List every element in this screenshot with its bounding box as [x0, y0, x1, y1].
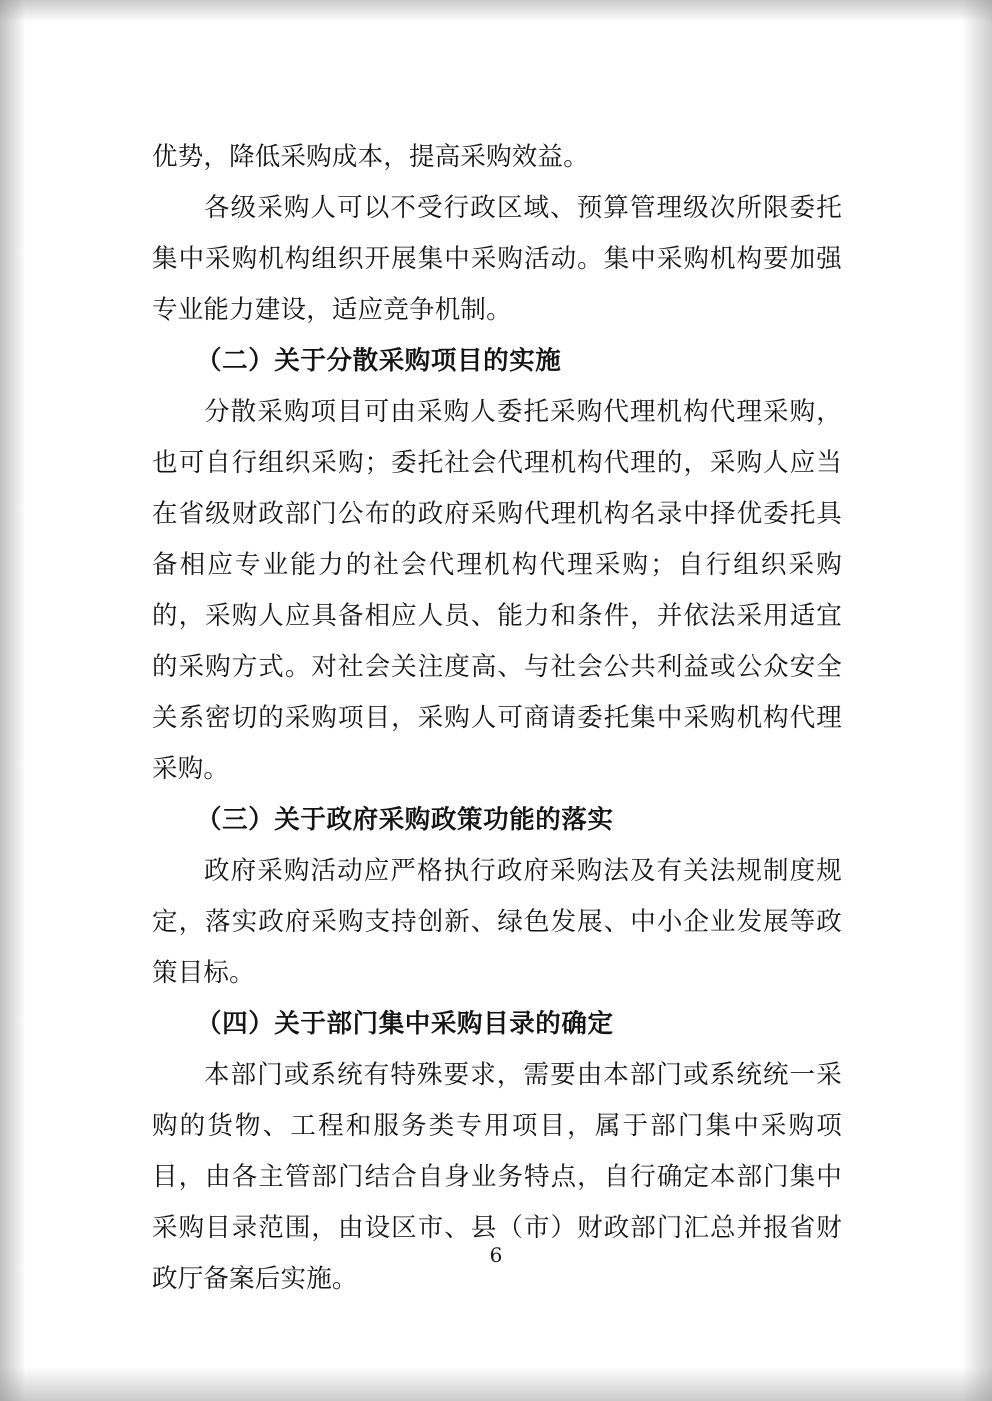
scan-shadow-top	[0, 0, 992, 22]
paragraph-centralized-agency: 各级采购人可以不受行政区域、预算管理级次所限委托集中采购机构组织开展集中采购活动。集中采购机构要加强专业能力建设，适应竞争机制。	[152, 193, 842, 325]
page-number: 6	[489, 1243, 503, 1267]
scan-shadow-left	[0, 0, 26, 1401]
document-body	[152, 132, 842, 1305]
scan-shadow-bottom	[0, 1367, 992, 1401]
scan-shadow-right	[962, 0, 992, 1401]
paragraph-policy-function: 政府采购活动应严格执行政府采购法及有关法规制度规定，落实政府采购支持创新、绿色发展、中小企业发展等政策目标。	[152, 856, 842, 988]
paragraph-continued: 优势，降低采购成本，提高采购效益。	[152, 142, 589, 172]
section-heading-two: （二）关于分散采购项目的实施	[196, 346, 562, 376]
section-heading-four: （四）关于部门集中采购目录的确定	[196, 1009, 614, 1039]
paragraph-decentralized-procurement: 分散采购项目可由采购人委托采购代理机构代理采购，也可自行组织采购；委托社会代理机构代理的，采购人应当在省级财政部门公布的政府采购代理机构名录中择优委托具备相应专业能力的社会代理机构代理采购；自行组织采购的，采购人应具备相应人员、能力和条件，并依法采用适宜的采购方式。对社会关注度高、与社会公共利益或公众安全关系密切的采购项目，采购人可商请委托集中采购机构代理采购。	[152, 397, 842, 784]
section-heading-three: （三）关于政府采购政策功能的落实	[196, 805, 614, 835]
paragraph-department-catalog: 本部门或系统有特殊要求，需要由本部门或系统统一采购的货物、工程和服务类专用项目，属于部门集中采购项目，由各主管部门结合自身业务特点，自行确定本部门集中采购目录范围，由设区市、县（市）财政部门汇总并报省财政厅备案后实施。	[152, 1060, 842, 1294]
